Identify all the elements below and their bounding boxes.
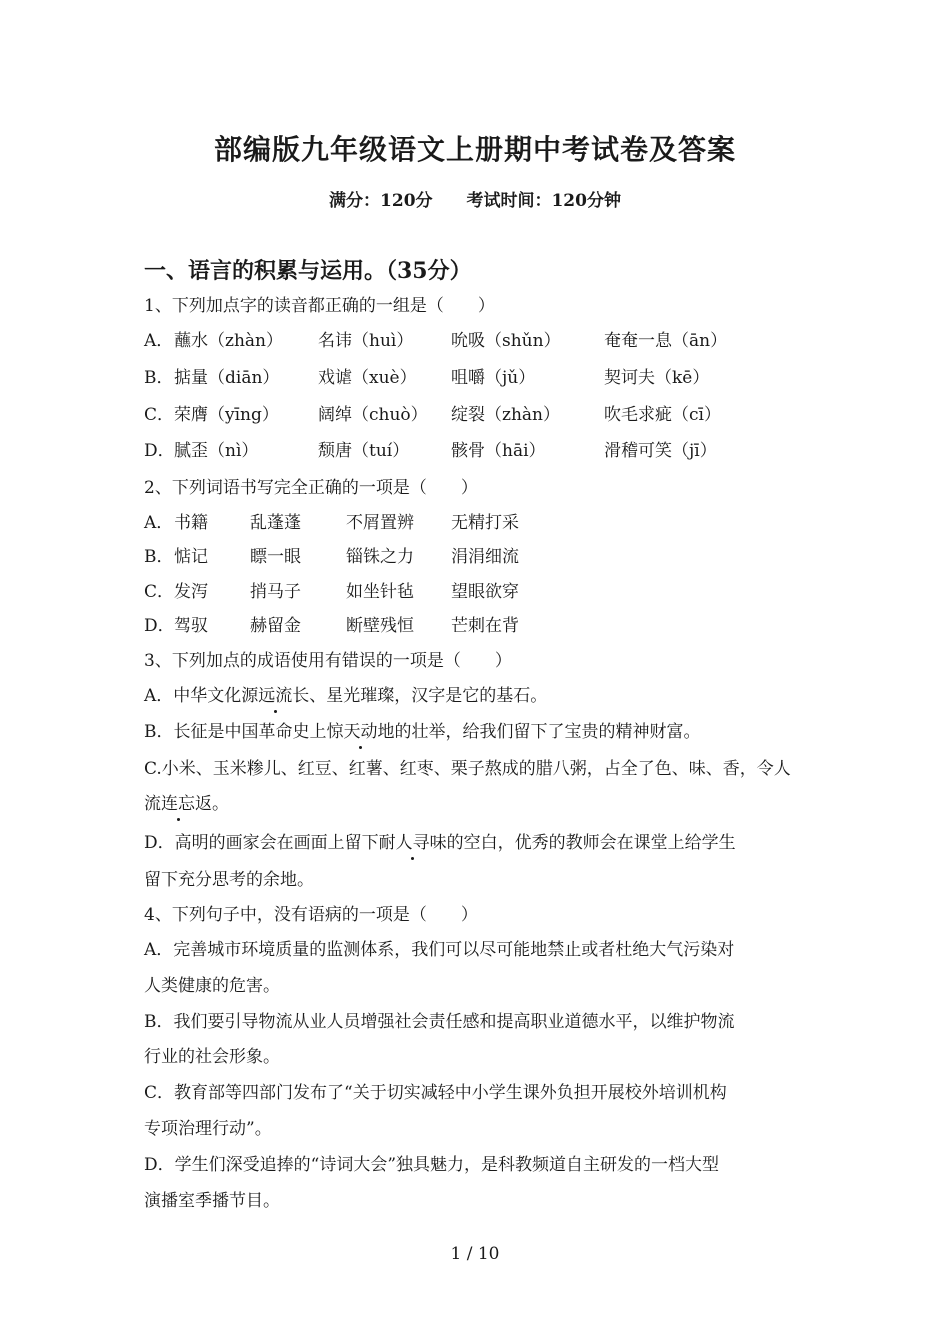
question-3-stem: 3、下列加点的成语使用有错误的一项是（ ） bbox=[144, 651, 512, 671]
q2-d-word-1: 驾驭 bbox=[174, 616, 208, 636]
dotted-idiom: 源远流长 bbox=[241, 686, 310, 706]
q1-a-item-3: 吮吸（shǔn） bbox=[451, 331, 561, 351]
q4-option-d-line-1: D．学生们深受追捧的“诗词大会”独具魅力，是科教频道自主研发的一档大型 bbox=[144, 1155, 720, 1175]
q1-d-item-3: 骸骨（hāi） bbox=[451, 441, 546, 461]
q4-option-a-line-2: 人类健康的危害。 bbox=[144, 976, 280, 996]
q1-d-item-1: 腻歪（nì） bbox=[174, 441, 259, 461]
q1-b-item-3: 咀嚼（jǔ） bbox=[451, 368, 536, 388]
q4-option-c-line-2: 专项治理行动”。 bbox=[144, 1119, 272, 1139]
q3-option-a: A．中华文化源远流长、星光璀璨，汉字是它的基石。 bbox=[144, 686, 548, 706]
q1-c-item-2: 阔绰（chuò） bbox=[318, 405, 428, 425]
full-score: 满分：120分 bbox=[329, 191, 433, 211]
q2-c-word-3: 如坐针毡 bbox=[346, 582, 414, 602]
q4-option-d-line-2: 演播室季播节目。 bbox=[144, 1191, 280, 1211]
q4-option-b-line-2: 行业的社会形象。 bbox=[144, 1047, 280, 1067]
question-2-stem: 2、下列词语书写完全正确的一项是（ ） bbox=[144, 478, 478, 498]
q1-c-item-3: 绽裂（zhàn） bbox=[451, 405, 560, 425]
q2-a-word-3: 不屑置辨 bbox=[346, 513, 414, 533]
dotted-idiom: 流连忘返 bbox=[144, 794, 212, 814]
q1-c-item-4: 吹毛求疵（cī） bbox=[604, 405, 721, 425]
question-4-stem: 4、下列句子中，没有语病的一项是（ ） bbox=[144, 905, 478, 925]
q1-a-item-4: 奄奄一息（ān） bbox=[604, 331, 728, 351]
section-heading: 一、语言的积累与运用。（35分） bbox=[144, 258, 472, 284]
q3-option-c-line-2: 流连忘返。 bbox=[144, 794, 229, 814]
q1-b-item-4: 契诃夫（kē） bbox=[604, 368, 710, 388]
q4-option-a-line-1: A．完善城市环境质量的监测体系，我们可以尽可能地禁止或者杜绝大气污染对 bbox=[144, 940, 735, 960]
q2-b-word-2: 瞟一眼 bbox=[250, 547, 301, 567]
q4-option-b-line-1: B．我们要引导物流从业人员增强社会责任感和提高职业道德水平，以维护物流 bbox=[144, 1012, 735, 1032]
q1-d-item-4: 滑稽可笑（jī） bbox=[604, 441, 717, 461]
q2-a-word-1: 书籍 bbox=[174, 513, 208, 533]
q2-d-word-2: 赫留金 bbox=[250, 616, 301, 636]
q2-b-word-3: 锱铢之力 bbox=[346, 547, 414, 567]
q2-a-word-4: 无精打采 bbox=[451, 513, 519, 533]
q3-option-d-line-2: 留下充分思考的余地。 bbox=[144, 870, 314, 890]
q1-c-item-1: 荣膺（yīng） bbox=[174, 405, 279, 425]
q2-c-word-2: 捎马子 bbox=[250, 582, 301, 602]
exam-page: 部编版九年级语文上册期中考试卷及答案 满分：120分 考试时间：120分钟 一、语言的积累与运用。（35分） 1、下列加点字的读音都正确的一组是（ ） A． 蘸水（zhàn） 名讳（huì） 吮吸（shǔn） 奄奄一息（ān） B． 掂量（diān） 戏谑（xuè） 咀嚼（jǔ） 契诃夫（kē） C． 荣膺（yīng） 阔绰（chuò） 绽裂（zhàn） 吹毛求疵（cī） D． 腻歪（nì） 颓唐（tuí） 骸骨（hāi） 滑稽可笑（jī） 2、下列词语书写完全正确的一项是（ ） A． 书籍 乱蓬蓬 不屑置辨 无精打采 B． 惦记 瞟一眼 锱铢之力 涓涓细流 C． 发泻 捎马子 如坐针毡 望眼欲穿 D． 驾驭 赫留金 断壁残恒 芒刺在背 3、下列加点的成语使用有错误的一项是（ ） A．中华文化源远流长、星光璀璨，汉字是它的基石。 B．长征是中国革命史上惊天动地的壮举，给我们留下了宝贵的精神财富。 C.小米、玉米糁儿、红豆、红薯、红枣、栗子熬成的腊八粥，占全了色、味、香，令人 流连忘返。 D．高明的画家会在画面上留下耐人寻味的空白，优秀的教师会在课堂上给学生 留下充分思考的余地。 4、下列句子中，没有语病的一项是（ ） A．完善城市环境质量的监测体系，我们可以尽可能地禁止或者杜绝大气污染对 人类健康的危害。 B．我们要引导物流从业人员增强社会责任感和提高职业道德水平，以维护物流 行业的社会形象。 C．教育部等四部门发布了“关于切实减轻中小学生课外负担开展校外培训机构 专项治理行动”。 D．学生们深受追捧的“诗词大会”独具魅力，是科教频道自主研发的一档大型 演播室季播节目。 1 / 10 bbox=[0, 0, 950, 1344]
q1-a-item-1: 蘸水（zhàn） bbox=[174, 331, 283, 351]
q2-c-word-4: 望眼欲穿 bbox=[451, 582, 519, 602]
q2-d-word-4: 芒刺在背 bbox=[451, 616, 519, 636]
question-1-stem: 1、下列加点字的读音都正确的一组是（ ） bbox=[144, 296, 495, 316]
q3-option-c-line-1: C.小米、玉米糁儿、红豆、红薯、红枣、栗子熬成的腊八粥，占全了色、味、香，令人 bbox=[144, 759, 791, 779]
q1-b-item-2: 戏谑（xuè） bbox=[318, 368, 417, 388]
q2-a-word-2: 乱蓬蓬 bbox=[250, 513, 301, 533]
q3-option-b: B．长征是中国革命史上惊天动地的壮举，给我们留下了宝贵的精神财富。 bbox=[144, 722, 701, 742]
dotted-idiom: 耐人寻味 bbox=[378, 833, 447, 853]
exam-info bbox=[0, 186, 950, 211]
q2-b-word-1: 惦记 bbox=[174, 547, 208, 567]
q2-c-word-1: 发泻 bbox=[174, 582, 208, 602]
q3-option-d-line-1: D．高明的画家会在画面上留下耐人寻味的空白，优秀的教师会在课堂上给学生 bbox=[144, 833, 736, 853]
q2-b-word-4: 涓涓细流 bbox=[451, 547, 519, 567]
q4-option-c-line-1: C．教育部等四部门发布了“关于切实减轻中小学生课外负担开展校外培训机构 bbox=[144, 1083, 727, 1103]
q1-d-item-2: 颓唐（tuí） bbox=[318, 441, 410, 461]
q1-a-item-2: 名讳（huì） bbox=[318, 331, 414, 351]
page-number: 1 / 10 bbox=[450, 1244, 500, 1264]
exam-time: 考试时间：120分钟 bbox=[466, 191, 621, 211]
page-title: 部编版九年级语文上册期中考试卷及答案 bbox=[213, 133, 736, 166]
q2-d-word-3: 断壁残恒 bbox=[346, 616, 414, 636]
q1-b-item-1: 掂量（diān） bbox=[174, 368, 280, 388]
dotted-idiom: 惊天动地 bbox=[326, 722, 395, 742]
